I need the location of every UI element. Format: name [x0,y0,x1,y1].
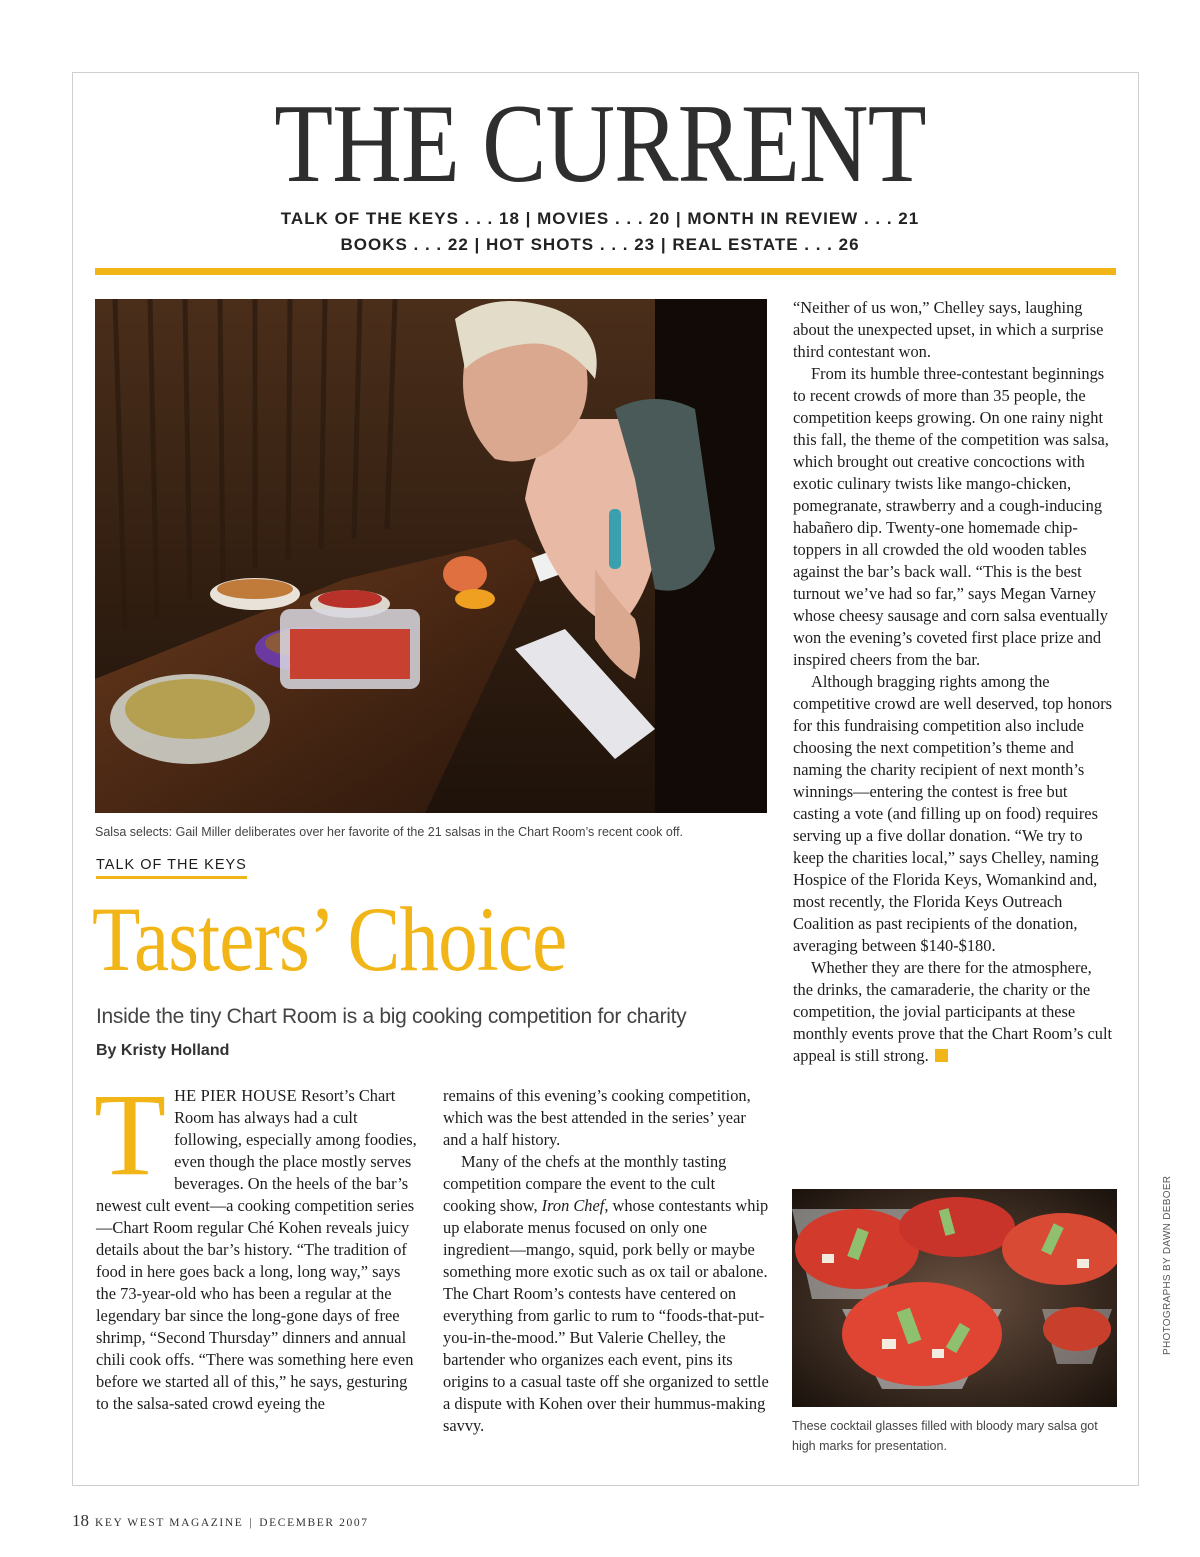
issue-date: DECEMBER 2007 [259,1517,369,1529]
article-byline: By Kristy Holland [96,1042,230,1059]
photo-credit: PHOTOGRAPHS BY DAWN DEBOER [1162,1175,1173,1355]
body-paragraph: “Neither of us won,” Chelley says, laughing about the unexpected upset, in which a surprise third contestant won. [793,298,1104,361]
drop-cap: T [94,1069,167,1200]
lead-paragraph [94,1069,422,1415]
accent-rule [95,268,1116,275]
main-photo [95,299,767,813]
article-headline: Tasters’ Choice [92,888,567,990]
lead-in-caps: HE PIER HOUSE [174,1086,297,1105]
table-of-contents-line-2: BOOKS . . . 22 | HOT SHOTS . . . 23 | REAL ESTATE . . . 26 [340,235,860,254]
end-mark-icon [935,1049,948,1062]
body-paragraph: remains of this evening’s cooking competition, which was the best attended in the series’ year and a half history. [443,1086,751,1149]
article-column-3 [793,297,1115,1067]
section-kicker: TALK OF THE KEYS [96,857,247,879]
article-column-2 [443,1085,769,1437]
page-footer [72,1511,369,1531]
article-dek: Inside the tiny Chart Room is a big cooking competition for charity [96,1005,687,1028]
body-paragraph [443,1151,769,1437]
main-photo-caption: Salsa selects: Gail Miller deliberates over her favorite of the 21 salsas in the Chart Room’s recent cook off. [95,825,684,839]
lead-paragraph-text: Resort’s Chart Room has always had a cult following, especially among foodies, even though the place mostly serves beverages. On the heels of the bar’s newest cult event—a cooking competition series—Chart Room regular Ché Kohen reveals juicy details about the bar’s history. “The tradition of food in here goes back a long, long way,” says the 73-year-old who has been a regular at the legendary bar since the long-gone days of free shrimp, “Second Thursday” dinners and annual chili cook offs. “There was something here even before we started all of this,” he says, gesturing to the salsa-sated crowd eyeing the [96,1086,417,1413]
footer-separator: | [249,1517,254,1529]
show-title: Iron Chef [541,1196,605,1215]
table-of-contents-line-1: TALK OF THE KEYS . . . 18 | MOVIES . . . 20 | MONTH IN REVIEW . . . 21 [280,209,920,228]
side-photo [792,1189,1117,1407]
body-paragraph: Although bragging rights among the competitive crowd are well deserved, top honors for this fundraising competition also include choosing the next competition’s theme and naming the charity recipient of next month’s winnings—entering the contest is free but casting a vote (and filling up on food) requires serving up a five dollar donation. “We try to keep the charities local,” says Chelley, naming Hospice of the Florida Keys, Womankind and, most recently, the Florida Keys Outreach Coalition as past recipients of the donation, averaging between $140-$180. [793,672,1113,955]
article-column-1 [94,1069,422,1415]
side-photo-caption: These cocktail glasses filled with bloody mary salsa got high marks for presentation. [792,1419,1098,1453]
body-paragraph: From its humble three-contestant beginnings to recent crowds of more than 35 people, the competition keeps growing. On one rainy night this fall, the theme of the competition was salsa, which brought out creative concoctions with exotic culinary twists like mango-chicken, pomegranate, strawberry and a cough-inducing habañero dip. Twenty-one homemade chip-toppers in all crowded the old wooden tables against the bar’s back wall. “This is the best turnout we’ve had so far,” says Megan Varney whose cheesy sausage and corn salsa eventually won the evening’s coveted first place prize and inspired cheers from the bar. [793,364,1109,669]
masthead-title: THE CURRENT [274,82,926,206]
body-paragraph [793,957,1115,1067]
body-text: Many of the chefs at the monthly tasting competition compare the event to the cult cooking show, [443,1152,727,1215]
body-text: Whether they are there for the atmosphere, the drinks, the camaraderie, the charity or the competition, the jovial participants at these monthly events prove that the Chart Room’s cult appeal is still strong. [793,958,1113,1065]
body-text: , whose contestants whip up elaborate menus focused on only one ingredient—mango, squid, pork belly or maybe something more exotic such as ox tail or abalone. The Chart Room’s contests have centered on everything from garlic to rum to “foods-that-put-you-in-the-mood.” But Valerie Chelley, the bartender who organizes each event, pins its origins to a casual taste off she organized to settle a dispute with Kohen over their hummus-making savvy. [443,1196,769,1435]
page-number: 18 [72,1511,89,1530]
publication-name: KEY WEST MAGAZINE [95,1517,244,1529]
